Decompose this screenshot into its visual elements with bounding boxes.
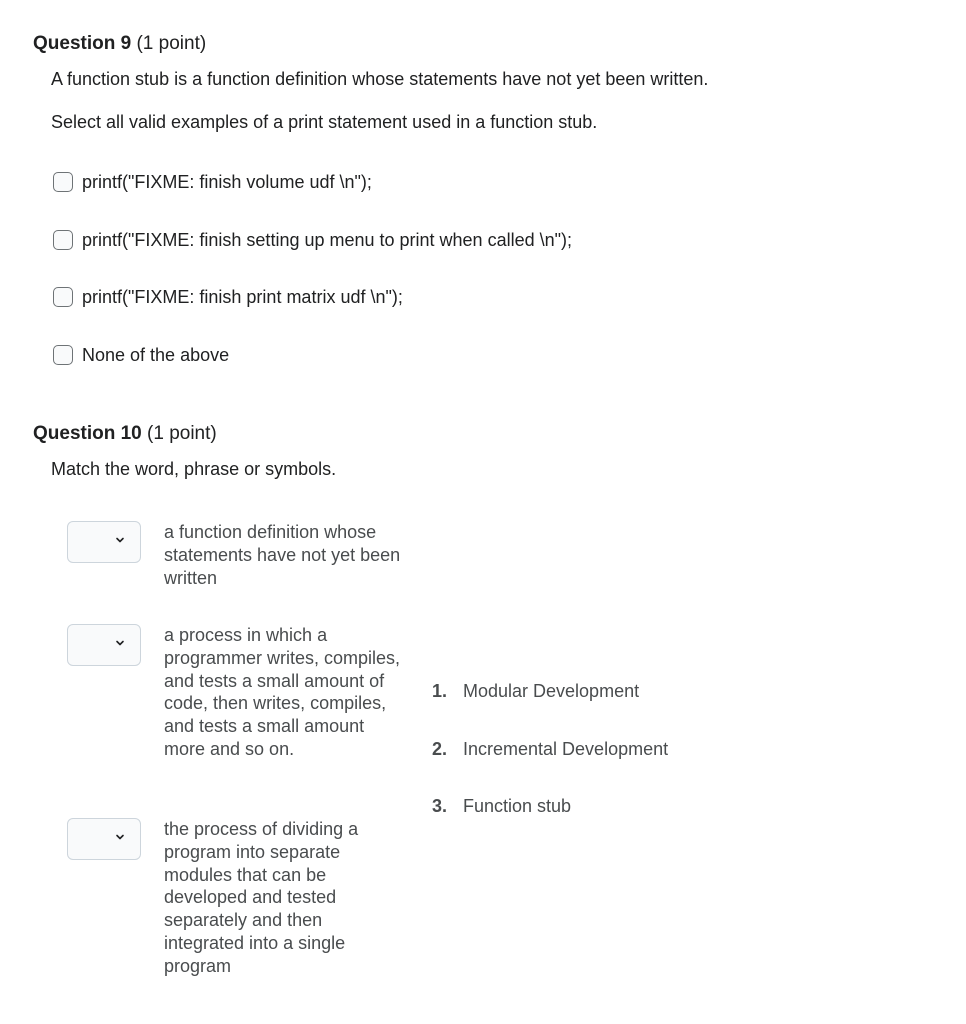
question-9-label: Question 9 bbox=[33, 33, 132, 54]
answer-2-text: Incremental Development bbox=[463, 739, 669, 759]
option-3-label: printf("FIXME: finish print matrix udf \n"); bbox=[82, 286, 403, 307]
chevron-down-icon bbox=[114, 831, 126, 843]
option-2-checkbox[interactable] bbox=[53, 230, 73, 250]
answer-3 bbox=[432, 796, 571, 817]
option-2[interactable] bbox=[53, 228, 572, 252]
option-4-checkbox[interactable] bbox=[53, 345, 73, 365]
option-3[interactable] bbox=[53, 285, 403, 309]
option-1-label: printf("FIXME: finish volume udf \n"); bbox=[82, 171, 372, 192]
option-2-label: printf("FIXME: finish setting up menu to print when called \n"); bbox=[82, 229, 572, 250]
question-9-prompt: A function stub is a function definition whose statements have not yet been written. bbox=[51, 69, 709, 89]
chevron-down-icon bbox=[114, 534, 126, 546]
answer-3-number: 3. bbox=[432, 796, 448, 816]
match-select-1[interactable] bbox=[67, 521, 141, 563]
match-description-3: the process of dividing a program into separate modules that can be developed and tested separately and then integrated into a single program bbox=[164, 819, 359, 976]
match-description-2: a process in which a programmer writes, compiles, and tests a small amount of code, then writes, compiles, and tests a small amount more and so on. bbox=[164, 625, 401, 759]
question-10-prompt: Match the word, phrase or symbols. bbox=[51, 459, 337, 479]
chevron-down-icon bbox=[114, 637, 126, 649]
answer-1-number: 1. bbox=[432, 681, 448, 701]
option-4[interactable] bbox=[53, 343, 229, 367]
answer-1 bbox=[432, 681, 639, 702]
match-select-2[interactable] bbox=[67, 624, 141, 666]
question-10-points: (1 point) bbox=[147, 423, 217, 444]
option-1[interactable] bbox=[53, 170, 372, 194]
question-9-points: (1 point) bbox=[136, 33, 207, 54]
answer-1-text: Modular Development bbox=[463, 681, 640, 701]
answer-2-number: 2. bbox=[432, 739, 448, 759]
match-select-3[interactable] bbox=[67, 818, 141, 860]
answer-2 bbox=[432, 739, 668, 760]
option-3-checkbox[interactable] bbox=[53, 287, 73, 307]
answer-3-text: Function stub bbox=[463, 796, 572, 816]
question-10-label: Question 10 bbox=[33, 423, 142, 444]
option-4-label: None of the above bbox=[82, 344, 230, 365]
question-9-title bbox=[33, 33, 206, 55]
match-description-1: a function definition whose statements have not yet been written bbox=[164, 522, 401, 588]
question-9-instruction: Select all valid examples of a print statement used in a function stub. bbox=[51, 112, 598, 132]
option-1-checkbox[interactable] bbox=[53, 172, 73, 192]
question-10-title bbox=[33, 423, 217, 445]
